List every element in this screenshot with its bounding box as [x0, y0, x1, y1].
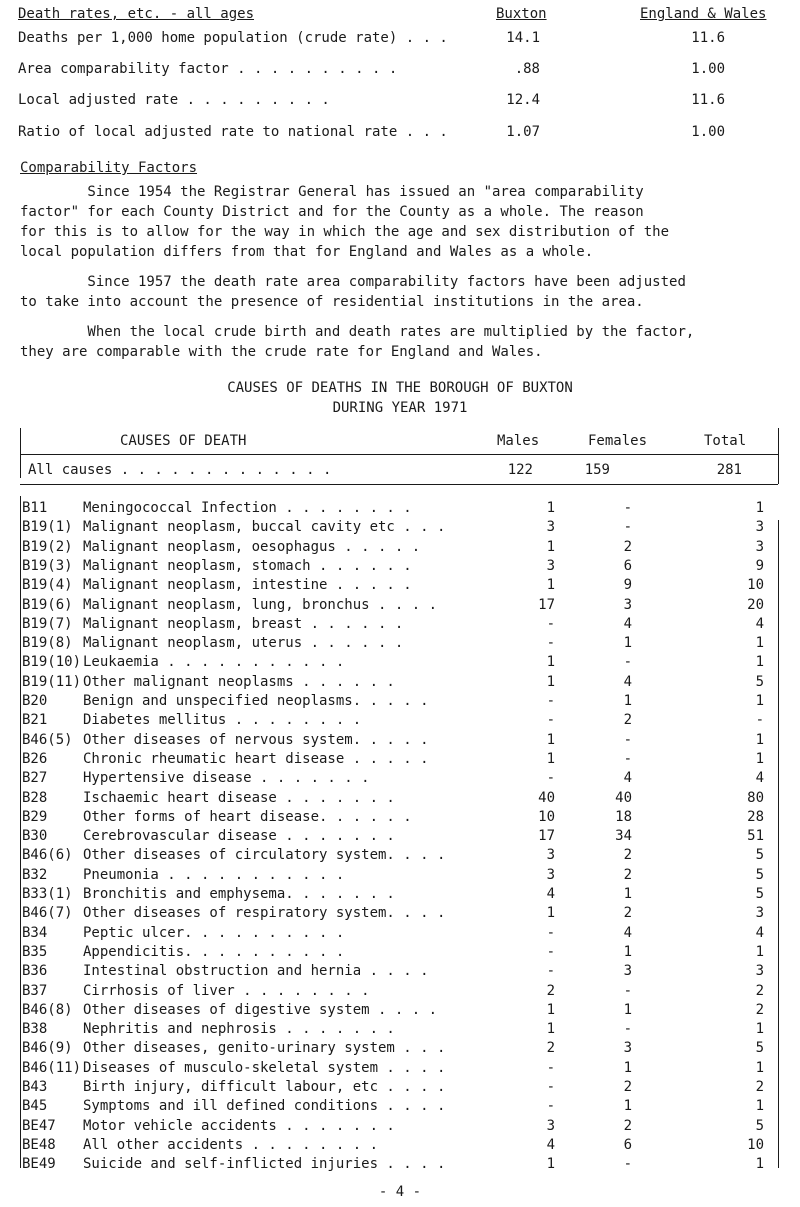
row-code: B19(2) — [22, 538, 73, 555]
row-males: 1 — [546, 577, 555, 594]
table-row — [22, 1137, 782, 1158]
row-cause: Malignant neoplasm, uterus . . . . . . — [83, 635, 404, 652]
row-males: - — [546, 635, 555, 652]
row-females: 2 — [623, 905, 632, 922]
row-code: B21 — [22, 712, 48, 729]
row-females: 6 — [623, 557, 632, 574]
row-cause: Other diseases, genito-urinary system . . . — [83, 1040, 446, 1057]
row-females: 1 — [623, 943, 632, 960]
row-code: B19(3) — [22, 557, 73, 574]
row-cause: Diabetes mellitus . . . . . . . . — [83, 712, 362, 729]
row-code: B45 — [22, 1098, 48, 1115]
row-males: 1 — [546, 654, 555, 671]
row-total: 1 — [755, 500, 764, 516]
row-code: B36 — [22, 963, 48, 980]
row-males: 1 — [546, 750, 555, 767]
summary-row-label: Area comparability factor . . . . . . . . . . — [18, 61, 398, 77]
row-females: 34 — [615, 828, 632, 845]
summary-row-label: Ratio of local adjusted rate to national rate . . . — [18, 124, 448, 140]
row-total: 1 — [755, 654, 764, 671]
table-row — [22, 770, 782, 791]
summary-row-national: 11.6 — [691, 30, 725, 46]
row-males: 10 — [538, 808, 555, 825]
summary-row-national: 1.00 — [691, 61, 725, 77]
table-row — [22, 1079, 782, 1100]
row-code: B34 — [22, 924, 48, 941]
row-males: 1 — [546, 1156, 555, 1173]
table-row — [22, 905, 782, 926]
row-code: B46(11) — [22, 1059, 82, 1076]
row-code: B19(1) — [22, 519, 73, 536]
table-row — [22, 751, 782, 772]
table-border-left — [20, 496, 21, 1168]
row-males: - — [546, 924, 555, 941]
summary-row-national: 11.6 — [691, 92, 725, 108]
row-males: 3 — [546, 1117, 555, 1134]
row-code: B46(6) — [22, 847, 73, 864]
row-code: B26 — [22, 750, 48, 767]
summary-row-label: Local adjusted rate . . . . . . . . . — [18, 92, 330, 108]
row-total: 1 — [755, 750, 764, 767]
row-code: B19(7) — [22, 615, 73, 632]
row-cause: All other accidents . . . . . . . . — [83, 1136, 379, 1153]
row-cause: Other diseases of circulatory system. . . . — [83, 847, 446, 864]
header-total: Total — [704, 433, 747, 449]
row-females: 6 — [623, 1136, 632, 1153]
row-cause: Benign and unspecified neoplasms. . . . . — [83, 693, 429, 709]
row-total: 9 — [755, 557, 764, 574]
row-females: 3 — [623, 963, 632, 980]
row-females: - — [623, 519, 632, 536]
row-cause: Bronchitis and emphysema. . . . . . . — [83, 886, 395, 902]
row-total: 1 — [755, 693, 764, 709]
table-row — [22, 983, 782, 1004]
all-causes-label: All causes . . . . . . . . . . . . . — [28, 462, 332, 478]
row-code: BE49 — [22, 1156, 56, 1173]
row-females: 4 — [623, 673, 632, 690]
comparability-paragraph-1: Since 1954 the Registrar General has issued an "area comparability factor" for each County District and for the County as a whole. The reason for this is to allow for the way in which the age and sex distribution of the local population differs from that for England and Wales as a whole. — [20, 184, 670, 260]
summary-col-local: Buxton — [496, 6, 547, 22]
row-males: 2 — [546, 1040, 555, 1057]
table-row — [22, 925, 782, 946]
row-females: 2 — [623, 847, 632, 864]
table-row — [22, 867, 782, 888]
table-row — [22, 1156, 782, 1177]
table-row — [22, 519, 782, 540]
table-row — [22, 1002, 782, 1023]
row-total: 20 — [747, 596, 764, 613]
row-males: 3 — [546, 557, 555, 574]
row-cause: Other diseases of respiratory system. . . . — [83, 905, 446, 922]
row-total: 3 — [755, 905, 764, 922]
comparability-paragraph-3: When the local crude birth and death rates are multiplied by the factor, they are comparable with the crude rate for England and Wales. — [20, 324, 695, 360]
row-code: B19(8) — [22, 635, 73, 652]
row-cause: Other malignant neoplasms . . . . . . — [83, 673, 395, 690]
row-cause: Nephritis and nephrosis . . . . . . . — [83, 1021, 395, 1038]
row-males: 4 — [546, 886, 555, 902]
row-total: 51 — [747, 828, 764, 845]
row-total: 1 — [755, 943, 764, 960]
row-cause: Malignant neoplasm, lung, bronchus . . . . — [83, 596, 438, 613]
row-males: 1 — [546, 538, 555, 555]
table-row — [22, 616, 782, 637]
row-cause: Cerebrovascular disease . . . . . . . — [83, 828, 395, 845]
row-total: 4 — [755, 770, 764, 787]
row-cause: Suicide and self-inflicted injuries . . . . — [83, 1156, 446, 1173]
table-row — [22, 1060, 782, 1081]
row-code: B33(1) — [22, 886, 73, 902]
table-row — [22, 1040, 782, 1061]
row-total: 2 — [755, 1001, 764, 1018]
row-code: BE47 — [22, 1117, 56, 1134]
table-row — [22, 886, 782, 907]
row-males: - — [546, 693, 555, 709]
table-row — [22, 732, 782, 753]
row-males: 1 — [546, 673, 555, 690]
row-females: 2 — [623, 1079, 632, 1095]
row-cause: Malignant neoplasm, intestine . . . . . — [83, 577, 412, 594]
row-males: - — [546, 1079, 555, 1095]
table-border-right-top — [778, 428, 779, 484]
row-females: 1 — [623, 1001, 632, 1018]
row-code: B46(7) — [22, 905, 73, 922]
page-number: - 4 - — [378, 1184, 422, 1200]
table-row — [22, 539, 782, 560]
table-row — [22, 635, 782, 656]
table-row — [22, 847, 782, 868]
table-row — [22, 828, 782, 849]
row-total: 5 — [755, 847, 764, 864]
row-total: 80 — [747, 789, 764, 806]
row-total: 1 — [755, 731, 764, 748]
table-title-line-1: CAUSES OF DEATHS IN THE BOROUGH OF BUXTON — [227, 380, 573, 396]
row-cause: Intestinal obstruction and hernia . . . . — [83, 963, 429, 980]
row-males: 1 — [546, 1001, 555, 1018]
row-females: 1 — [623, 635, 632, 652]
table-row — [22, 790, 782, 811]
row-total: 4 — [755, 615, 764, 632]
row-total: 1 — [755, 1098, 764, 1115]
row-code: B43 — [22, 1079, 48, 1095]
row-females: 3 — [623, 1040, 632, 1057]
row-cause: Malignant neoplasm, stomach . . . . . . — [83, 557, 412, 574]
row-males: - — [546, 943, 555, 960]
table-row — [22, 1021, 782, 1042]
row-cause: Chronic rheumatic heart disease . . . . . — [83, 750, 429, 767]
table-row — [22, 597, 782, 618]
row-cause: Malignant neoplasm, oesophagus . . . . . — [83, 538, 421, 555]
row-cause: Appendicitis. . . . . . . . . . — [83, 943, 345, 960]
row-cause: Diseases of musculo-skeletal system . . . . — [83, 1059, 446, 1076]
row-females: 4 — [623, 924, 632, 941]
row-cause: Malignant neoplasm, breast . . . . . . — [83, 615, 404, 632]
header-males: Males — [497, 433, 540, 449]
header-females: Females — [588, 433, 648, 449]
row-males: 17 — [538, 828, 555, 845]
summary-row-local: 12.4 — [506, 92, 540, 108]
row-cause: Hypertensive disease . . . . . . . — [83, 770, 370, 787]
row-cause: Other forms of heart disease. . . . . . — [83, 808, 412, 825]
row-males: 1 — [546, 500, 555, 516]
row-females: 40 — [615, 789, 632, 806]
row-females: - — [623, 750, 632, 767]
row-females: - — [623, 731, 632, 748]
row-females: - — [623, 654, 632, 671]
row-males: - — [546, 1098, 555, 1115]
row-code: B29 — [22, 808, 48, 825]
row-code: B37 — [22, 982, 48, 999]
row-females: - — [623, 1156, 632, 1173]
table-header-divider — [20, 454, 778, 455]
row-males: 17 — [538, 596, 555, 613]
row-total: 4 — [755, 924, 764, 941]
row-code: BE48 — [22, 1136, 56, 1153]
summary-row-local: 14.1 — [506, 30, 540, 46]
row-males: 1 — [546, 905, 555, 922]
row-total: 1 — [755, 1156, 764, 1173]
table-row — [22, 963, 782, 984]
row-females: 2 — [623, 712, 632, 729]
comparability-heading: Comparability Factors — [20, 160, 198, 176]
row-total: - — [755, 712, 764, 729]
table-all-causes-divider — [20, 484, 778, 485]
summary-row-label: Deaths per 1,000 home population (crude rate) . . . — [18, 30, 448, 46]
row-females: - — [623, 982, 632, 999]
summary-row-local: .88 — [514, 61, 540, 77]
row-cause: Motor vehicle accidents . . . . . . . — [83, 1117, 395, 1134]
row-females: - — [623, 1021, 632, 1038]
row-code: B19(6) — [22, 596, 73, 613]
row-males: - — [546, 1059, 555, 1076]
row-cause: Peptic ulcer. . . . . . . . . . — [83, 924, 345, 941]
row-cause: Malignant neoplasm, buccal cavity etc . . . — [83, 519, 446, 536]
row-total: 10 — [747, 1136, 764, 1153]
row-total: 2 — [755, 1079, 764, 1095]
row-cause: Cirrhosis of liver . . . . . . . . — [83, 982, 370, 999]
summary-row-national: 1.00 — [691, 124, 725, 140]
row-code: B46(8) — [22, 1001, 73, 1018]
comparability-paragraph-2: Since 1957 the death rate area comparability factors have been adjusted to take into account the presence of residential institutions in the area. — [20, 274, 686, 310]
row-males: 1 — [546, 1021, 555, 1038]
row-total: 2 — [755, 982, 764, 999]
row-males: - — [546, 712, 555, 729]
row-females: 1 — [623, 886, 632, 902]
row-code: B30 — [22, 828, 48, 845]
all-causes-males: 122 — [507, 462, 533, 478]
table-title-line-2: DURING YEAR 1971 — [332, 400, 468, 416]
all-causes-total: 281 — [716, 462, 742, 478]
row-females: 4 — [623, 770, 632, 787]
row-males: 1 — [546, 731, 555, 748]
row-total: 3 — [755, 538, 764, 555]
row-females: 1 — [623, 1059, 632, 1076]
table-border-left-top — [20, 428, 21, 478]
table-row — [22, 944, 782, 965]
row-total: 5 — [755, 886, 764, 902]
table-row — [22, 577, 782, 598]
row-females: 9 — [623, 577, 632, 594]
row-code: B20 — [22, 693, 48, 709]
row-females: 18 — [615, 808, 632, 825]
row-males: - — [546, 770, 555, 787]
row-total: 3 — [755, 519, 764, 536]
row-cause: Other diseases of nervous system. . . . . — [83, 731, 429, 748]
row-code: B28 — [22, 789, 48, 806]
row-code: B32 — [22, 866, 48, 883]
header-causes: CAUSES OF DEATH — [120, 433, 247, 449]
row-females: 2 — [623, 538, 632, 555]
table-row — [22, 674, 782, 695]
row-males: - — [546, 963, 555, 980]
row-total: 1 — [755, 1021, 764, 1038]
row-females: 3 — [623, 596, 632, 613]
row-males: 4 — [546, 1136, 555, 1153]
row-females: 2 — [623, 1117, 632, 1134]
row-total: 1 — [755, 1059, 764, 1076]
row-cause: Pneumonia . . . . . . . . . . . — [83, 866, 345, 883]
row-cause: Birth injury, difficult labour, etc . . . . — [83, 1079, 446, 1095]
table-row — [22, 712, 782, 733]
row-total: 1 — [755, 635, 764, 652]
row-total: 5 — [755, 1117, 764, 1134]
row-total: 28 — [747, 808, 764, 825]
summary-col-national: England & Wales — [640, 6, 767, 22]
table-row — [22, 1118, 782, 1139]
summary-row-local: 1.07 — [506, 124, 540, 140]
row-females: 4 — [623, 615, 632, 632]
row-total: 10 — [747, 577, 764, 594]
row-cause: Meningococcal Infection . . . . . . . . — [83, 500, 412, 516]
row-cause: Symptoms and ill defined conditions . . . . — [83, 1098, 446, 1115]
row-females: 2 — [623, 866, 632, 883]
row-total: 5 — [755, 1040, 764, 1057]
row-code: B19(11) — [22, 673, 82, 690]
summary-title: Death rates, etc. - all ages — [18, 6, 255, 22]
row-code: B19(10) — [22, 654, 82, 671]
row-males: 3 — [546, 519, 555, 536]
row-females: - — [623, 500, 632, 516]
row-total: 3 — [755, 963, 764, 980]
table-row — [22, 809, 782, 830]
table-row — [22, 500, 782, 521]
row-males: 3 — [546, 866, 555, 883]
table-row — [22, 1098, 782, 1119]
row-females: 1 — [623, 693, 632, 709]
row-total: 5 — [755, 866, 764, 883]
table-row — [22, 558, 782, 579]
row-cause: Leukaemia . . . . . . . . . . . — [83, 654, 345, 671]
row-males: 40 — [538, 789, 555, 806]
row-code: B46(5) — [22, 731, 73, 748]
row-code: B35 — [22, 943, 48, 960]
row-code: B38 — [22, 1021, 48, 1038]
row-males: 2 — [546, 982, 555, 999]
row-total: 5 — [755, 673, 764, 690]
row-code: B27 — [22, 770, 48, 787]
row-code: B19(4) — [22, 577, 73, 594]
row-code: B46(9) — [22, 1040, 73, 1057]
row-females: 1 — [623, 1098, 632, 1115]
table-row — [22, 693, 782, 714]
row-males: 3 — [546, 847, 555, 864]
all-causes-females: 159 — [584, 462, 610, 478]
table-row — [22, 654, 782, 675]
row-cause: Other diseases of digestive system . . . . — [83, 1001, 438, 1018]
row-code: B11 — [22, 500, 48, 516]
row-males: - — [546, 615, 555, 632]
row-cause: Ischaemic heart disease . . . . . . . — [83, 789, 395, 806]
